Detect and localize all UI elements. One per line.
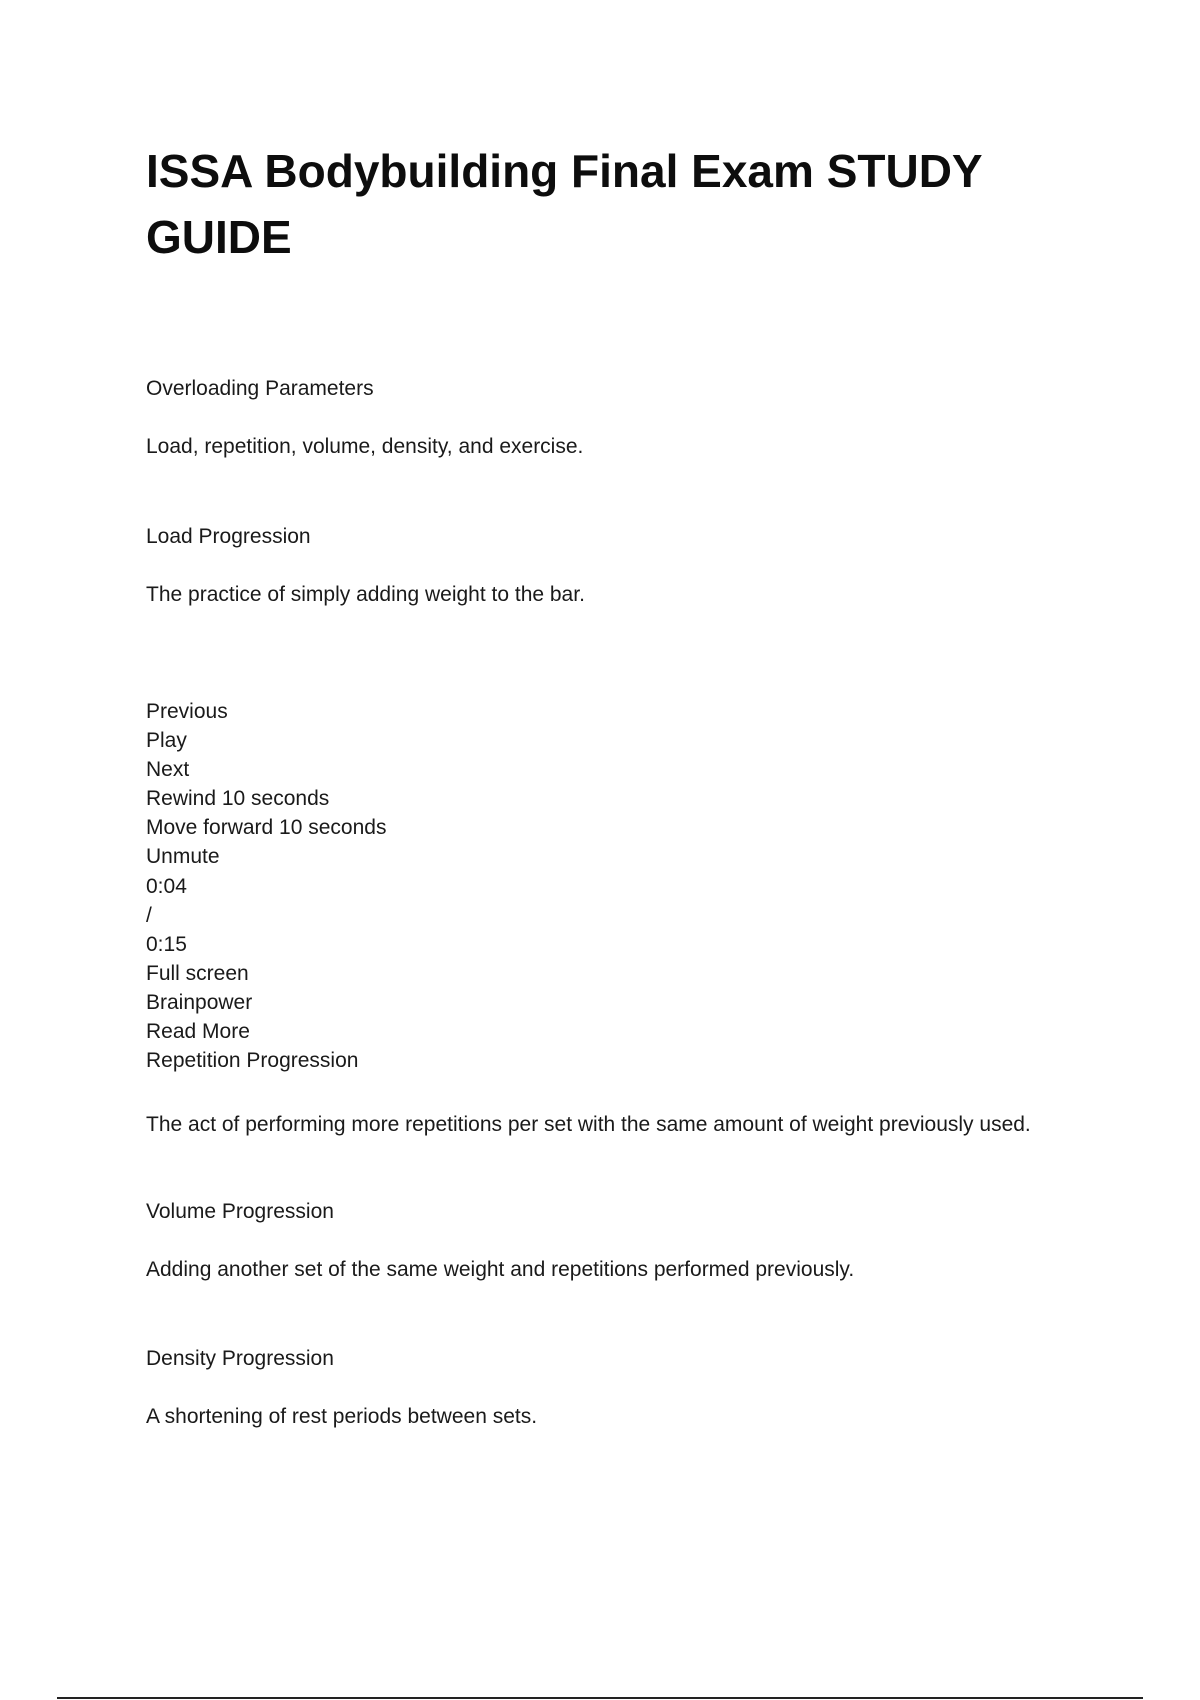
page-title: ISSA Bodybuilding Final Exam STUDY GUIDE <box>146 145 982 263</box>
time-separator: / <box>146 903 152 927</box>
full-screen-button[interactable]: Full screen <box>146 961 249 985</box>
rewind-button[interactable]: Rewind 10 seconds <box>146 787 330 811</box>
term-density-progression: Density Progression <box>146 1347 334 1370</box>
definition-repetition-progression: The act of performing more repetitions per set with the same amount of weight previously used. <box>146 1113 1031 1136</box>
next-button[interactable]: Next <box>146 758 190 782</box>
definition-load-progression: The practice of simply adding weight to the bar. <box>146 583 585 606</box>
definition-density-progression: A shortening of rest periods between sets. <box>146 1405 538 1428</box>
brand-link[interactable]: Brainpower <box>146 990 253 1014</box>
term-volume-progression: Volume Progression <box>146 1200 334 1223</box>
footer-divider <box>57 1697 1143 1699</box>
unmute-button[interactable]: Unmute <box>146 845 220 869</box>
forward-button[interactable]: Move forward 10 seconds <box>146 816 387 840</box>
definition-overloading-parameters: Load, repetition, volume, density, and exercise. <box>146 435 584 458</box>
term-overloading-parameters: Overloading Parameters <box>146 377 374 400</box>
media-player-controls <box>146 697 386 1075</box>
play-button[interactable]: Play <box>146 729 187 753</box>
previous-button[interactable]: Previous <box>146 700 228 723</box>
term-load-progression: Load Progression <box>146 525 311 548</box>
definition-volume-progression: Adding another set of the same weight and repetitions performed previously. <box>146 1258 855 1281</box>
current-time: 0:04 <box>146 874 187 898</box>
read-more-link[interactable]: Read More <box>146 1020 250 1044</box>
duration: 0:15 <box>146 932 187 956</box>
term-repetition-progression: Repetition Progression <box>146 1049 359 1073</box>
